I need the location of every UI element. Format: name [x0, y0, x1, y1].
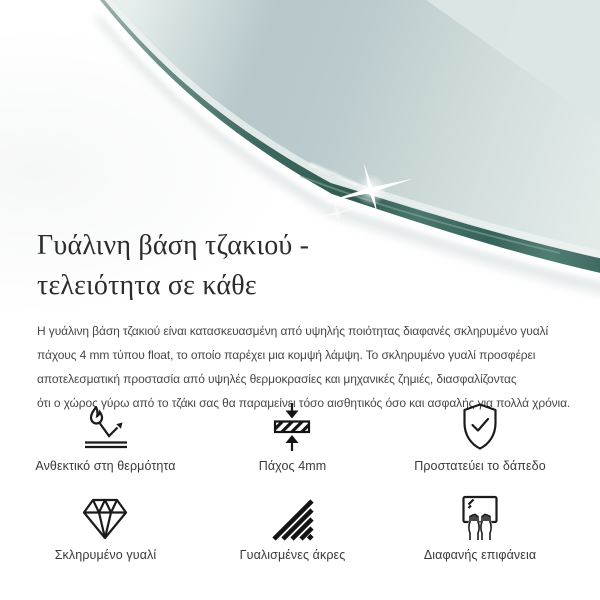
right-hand — [480, 514, 492, 540]
transparent-surface-icon — [456, 493, 504, 541]
feature-transparent-surface — [424, 493, 536, 562]
feature-thickness — [259, 404, 327, 473]
description-line: ότι ο χώρος γύρω από το τζάκι σας θα παραμείνει τόσο αισθητικός όσο και ασφαλής για πολλά χρόνια. — [37, 396, 571, 410]
feature-heat-resistant — [35, 404, 175, 473]
polished-edges-icon — [270, 493, 314, 541]
tempered-glass-diamond-icon — [80, 493, 130, 541]
page-title-line1: Γυάλινη βάση τζακιού - — [37, 230, 310, 261]
feature-label: Διαφανής επιφάνεια — [423, 548, 537, 562]
description-line: Η γυάλινη βάση τζακιού είναι κατασκευασμένη από υψηλής ποιότητας διαφανές σκληρυμένο γυαλί — [37, 324, 549, 338]
feature-label: Πάχος 4mm — [258, 459, 327, 473]
thickness-icon — [270, 404, 314, 452]
feature-polished-edges — [240, 493, 346, 562]
floor-protection-shield-icon — [458, 404, 502, 452]
product-description-section — [37, 226, 582, 415]
features-grid — [12, 404, 574, 562]
product-description — [37, 319, 582, 415]
feature-label: Ανθεκτικό στη θερμότητα — [35, 459, 176, 473]
feature-floor-protection — [414, 404, 546, 473]
page-title — [37, 226, 582, 306]
feature-label: Προστατεύει το δάπεδο — [414, 459, 546, 473]
description-line: αποτελεσματική προστασία από υψηλές θερμοκρασίες και μηχανικές ζημιές, διασφαλίζοντας — [37, 372, 517, 386]
feature-tempered-glass — [55, 493, 157, 562]
left-hand — [468, 514, 480, 540]
feature-label: Σκληρυμένο γυαλί — [54, 548, 157, 562]
page-title-line2: τελειότητα σε κάθε — [37, 270, 257, 301]
description-line: πάχους 4 mm τύπου float, το οποίο παρέχει μια κομψή λάμψη. Το σκληρυμένο γυαλί προσφέρει — [37, 348, 536, 362]
heat-resistant-icon — [80, 404, 132, 452]
feature-label: Γυαλισμένες άκρες — [239, 548, 346, 562]
